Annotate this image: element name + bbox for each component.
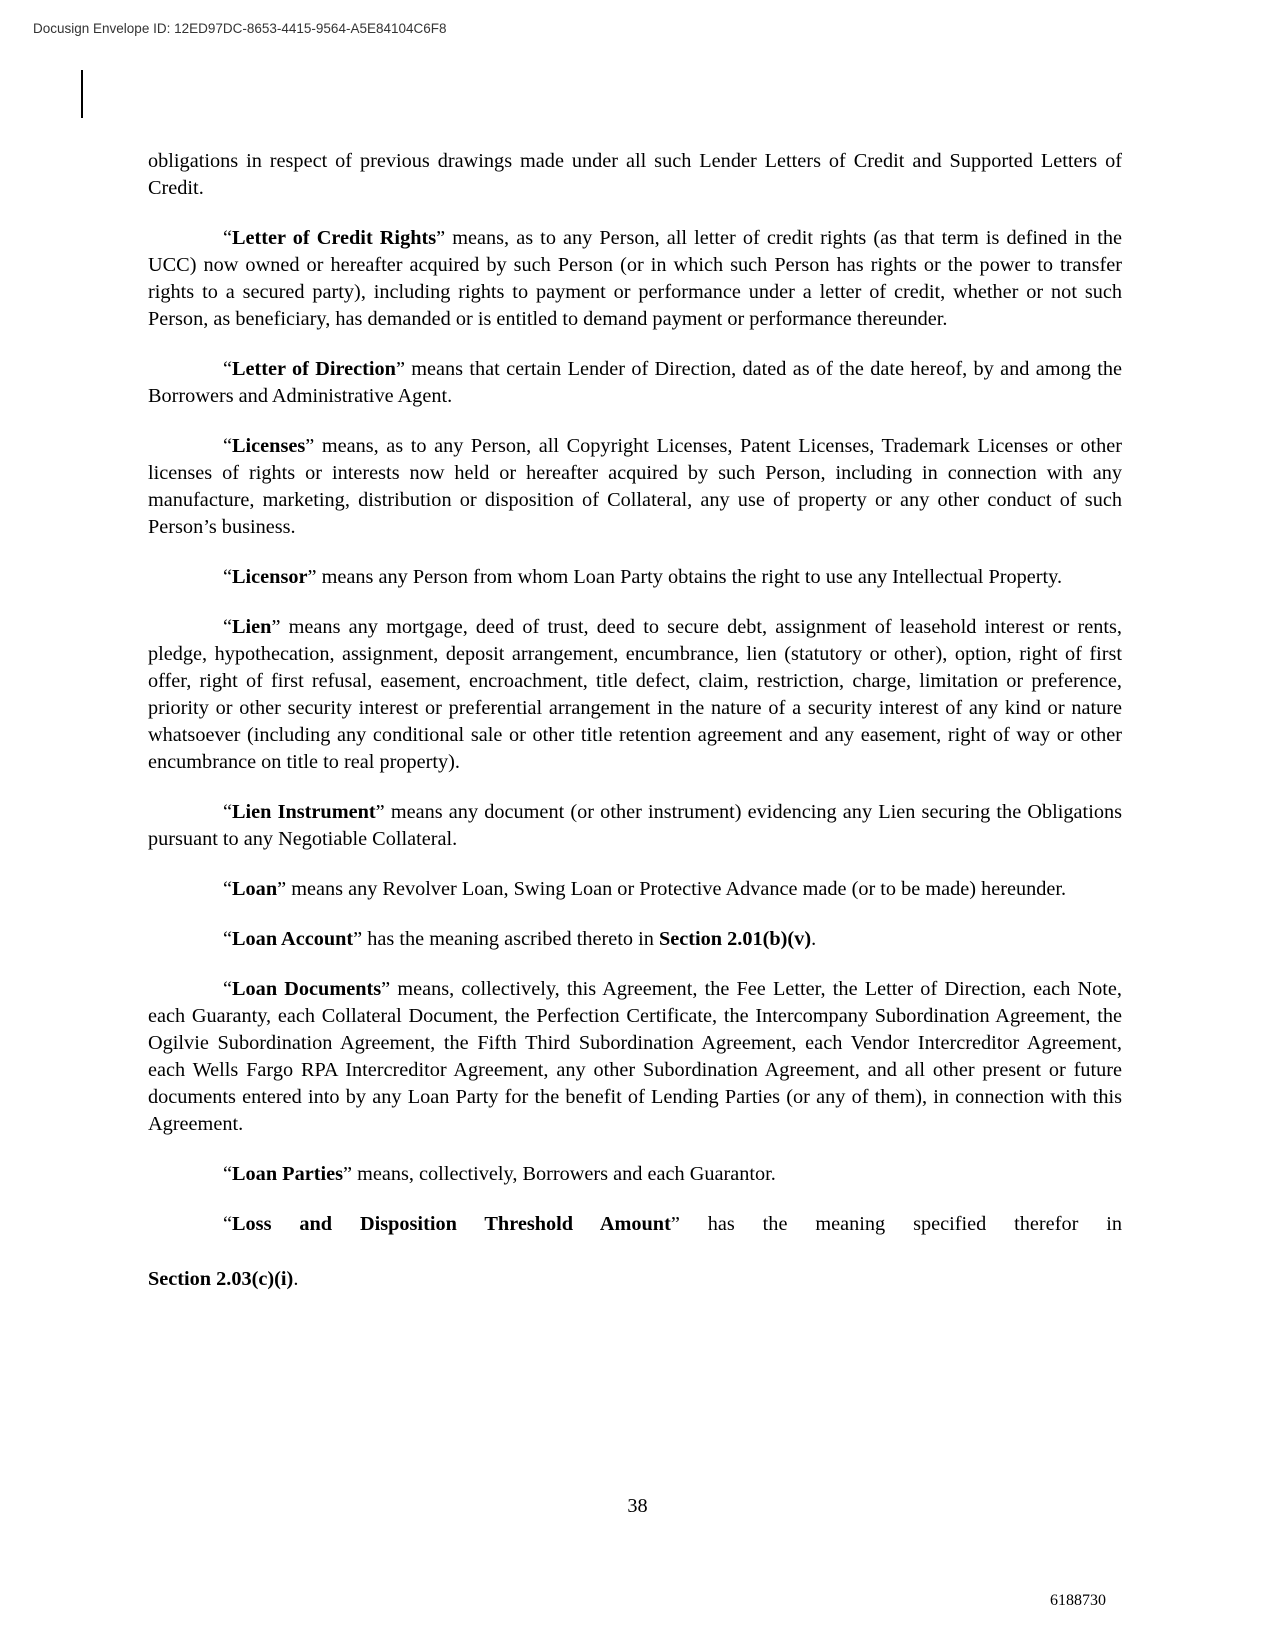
document-number: 6188730	[1050, 1592, 1106, 1609]
open-quote: “	[223, 358, 233, 380]
open-quote: “	[223, 1213, 233, 1235]
close-quote: ”	[307, 566, 317, 588]
definition-licenses	[148, 433, 1122, 541]
revision-bar	[81, 70, 83, 118]
open-quote: “	[223, 978, 233, 1000]
close-quote: ”	[670, 1213, 680, 1235]
definition-text: means that certain Lender of Direction, dated as of the date hereof, by and among the Borrowers and Administrative Agent.	[148, 358, 1122, 407]
definition-lien	[148, 614, 1122, 776]
close-quote: ”	[305, 435, 315, 457]
definition-text: means any mortgage, deed of trust, deed to secure debt, assignment of leasehold interest or rents, pledge, hypothecation, assignment, deposit arrangement, encumbrance, lien (statutory or other), option, right of first offer, right of first refusal, easement, encroachment, title defect, claim, restriction, charge, limitation or preference, priority or other security interest or preferential arrangement in the nature of a security interest of any kind or nature whatsoever (including any conditional sale or other title retention agreement and any easement, right of way or other encumbrance on title to real property).	[148, 616, 1122, 773]
definition-letter-of-credit-rights	[148, 225, 1122, 333]
close-quote: ”	[353, 928, 363, 950]
close-quote: ”	[343, 1163, 353, 1185]
definition-text: has the meaning specified therefor in	[679, 1213, 1123, 1235]
definition-licensor	[148, 564, 1122, 591]
definition-text: means any Revolver Loan, Swing Loan or Protective Advance made (or to be made) hereunder.	[286, 878, 1067, 900]
defined-term: Loss and Disposition Threshold Amount	[232, 1213, 671, 1235]
open-quote: “	[223, 435, 233, 457]
section-reference: Section 2.01(b)(v)	[658, 928, 812, 950]
close-quote: ”	[271, 616, 281, 638]
envelope-id: Docusign Envelope ID: 12ED97DC-8653-4415-9564-A5E84104C6F8	[33, 21, 447, 36]
section-reference-line	[148, 1266, 1122, 1293]
definition-text: means any Person from whom Loan Party obtains the right to use any Intellectual Property.	[316, 566, 1063, 588]
close-quote: ”	[436, 227, 446, 249]
defined-term: Licenses	[232, 435, 306, 457]
defined-term: Loan Documents	[232, 978, 382, 1000]
definition-text: means any document (or other instrument) evidencing any Lien securing the Obligations pursuant to any Negotiable Collateral.	[148, 801, 1123, 850]
defined-term: Lien Instrument	[232, 801, 376, 823]
close-quote: ”	[375, 801, 385, 823]
definition-lien-instrument	[148, 799, 1122, 853]
definition-loan-documents	[148, 976, 1122, 1138]
defined-term: Loan Account	[232, 928, 354, 950]
definition-loan-parties	[148, 1161, 1122, 1188]
definition-letter-of-direction	[148, 356, 1122, 410]
defined-term: Licensor	[232, 566, 308, 588]
open-quote: “	[223, 227, 233, 249]
open-quote: “	[223, 878, 233, 900]
open-quote: “	[223, 566, 233, 588]
defined-term: Letter of Credit Rights	[232, 227, 437, 249]
definition-loan-account	[148, 926, 1122, 953]
intro-paragraph: obligations in respect of previous drawings made under all such Lender Letters of Credit and Supported Letters of Credit.	[148, 150, 1122, 199]
period: .	[811, 928, 817, 950]
definition-text: has the meaning ascribed thereto in	[362, 928, 659, 950]
close-quote: ”	[381, 978, 391, 1000]
definition-text: means, collectively, this Agreement, the Fee Letter, the Letter of Direction, each Note, each Guaranty, each Collateral Document, the Perfection Certificate, the Intercompany Subordination Agreement, the Ogilvie Subordination Agreement, the Fifth Third Subordination Agreement, each Vendor Intercreditor Agreement, each Wells Fargo RPA Intercreditor Agreement, any other Subordination Agreement, and all other present or future documents entered into by any Loan Party for the benefit of Lending Parties (or any of them), in connection with this Agreement.	[148, 978, 1122, 1135]
open-quote: “	[223, 801, 233, 823]
open-quote: “	[223, 1163, 233, 1185]
definition-loss-and-disposition-threshold-amount	[148, 1211, 1122, 1238]
definition-loan	[148, 876, 1122, 903]
open-quote: “	[223, 616, 233, 638]
defined-term: Loan Parties	[232, 1163, 343, 1185]
defined-term: Lien	[232, 616, 272, 638]
definition-text: means, collectively, Borrowers and each Guarantor.	[352, 1163, 776, 1185]
open-quote: “	[223, 928, 233, 950]
definition-text: means, as to any Person, all letter of credit rights (as that term is defined in the UCC) now owned or hereafter acquired by such Person (or in which such Person has rights or the power to transfer rights to a secured party), including rights to payment or performance under a letter of credit, whether or not such Person, as beneficiary, has demanded or is entitled to demand payment or performance thereunder.	[148, 227, 1122, 330]
document-body	[148, 148, 1122, 1316]
definition-text: means, as to any Person, all Copyright Licenses, Patent Licenses, Trademark Licenses or other licenses of rights or interests now held or hereafter acquired by such Person, including in connection with any manufacture, marketing, distribution or disposition of Collateral, any use of property or any other conduct of such Person’s business.	[148, 435, 1122, 538]
defined-term: Loan	[232, 878, 278, 900]
close-quote: ”	[277, 878, 287, 900]
page-number: 38	[627, 1495, 648, 1517]
defined-term: Letter of Direction	[232, 358, 396, 380]
close-quote: ”	[395, 358, 405, 380]
period: .	[293, 1268, 299, 1290]
section-reference: Section 2.03(c)(i)	[148, 1268, 294, 1290]
